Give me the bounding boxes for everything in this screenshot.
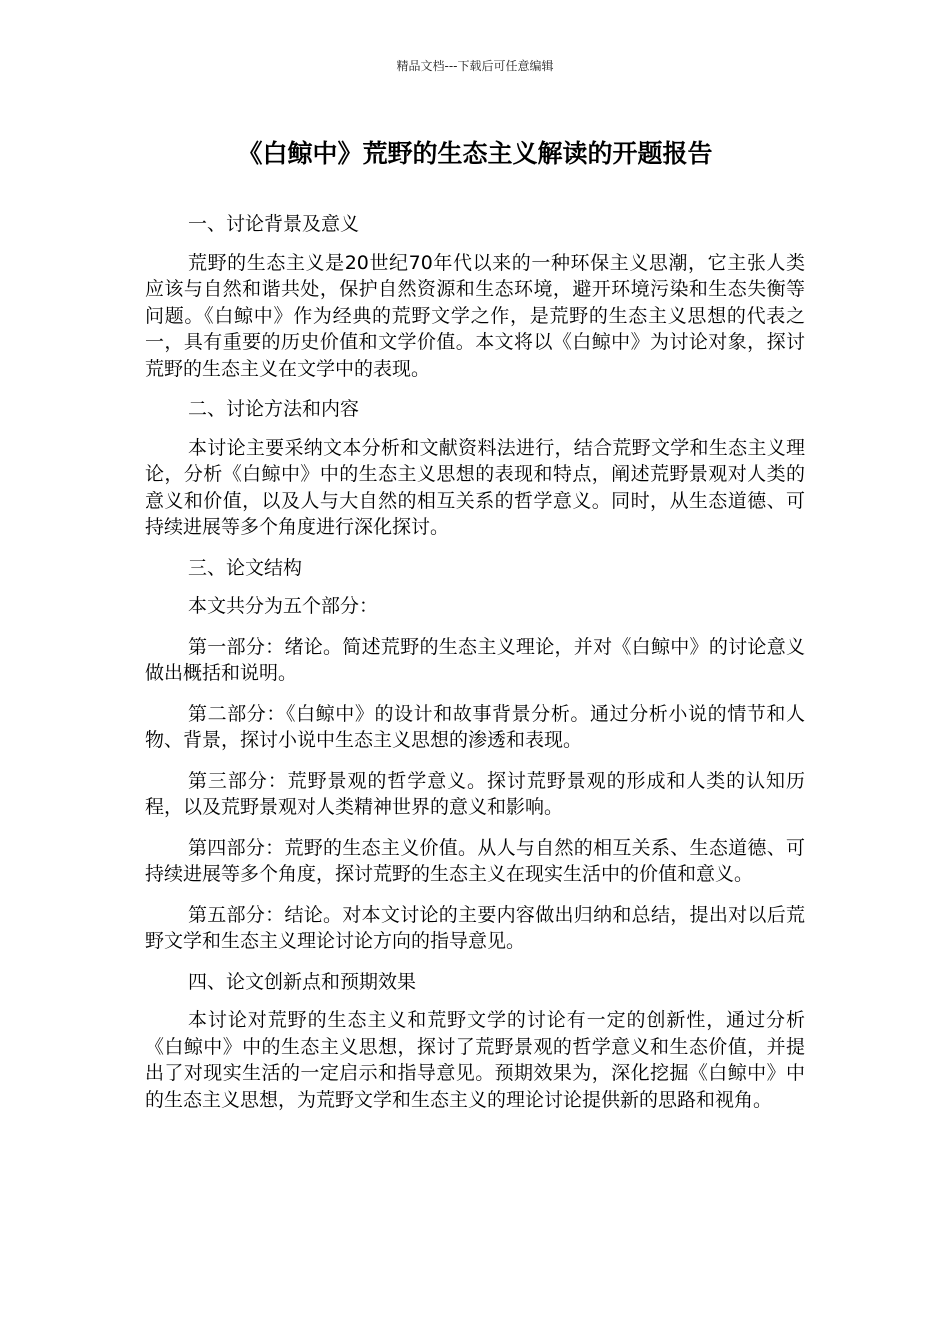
paragraph-innovation: 本讨论对荒野的生态主义和荒野文学的讨论有一定的创新性，通过分析《白鲸中》中的生态主义思想，探讨了荒野景观的哲学意义和生态价值，并提出了对现实生活的一定启示和指导意见。预期效果为，深化挖掘《白鲸中》中的生态主义思想，为荒野文学和生态主义的理论讨论提供新的思路和视角。 [145, 1009, 805, 1111]
paragraph-part-5: 第五部分：结论。对本文讨论的主要内容做出归纳和总结，提出对以后荒野文学和生态主义理论讨论方向的指导意见。 [145, 903, 805, 952]
section-heading-background: 一、讨论背景及意义 [188, 213, 360, 235]
paragraph-part-1: 第一部分：绪论。简述荒野的生态主义理论，并对《白鲸中》的讨论意义做出概括和说明。 [145, 635, 805, 684]
page-header-note: 精品文档---下载后可任意编辑 [396, 59, 554, 73]
paragraph-part-2: 第二部分：《白鲸中》的设计和故事背景分析。通过分析小说的情节和人物、背景，探讨小说中生态主义思想的渗透和表现。 [145, 702, 805, 751]
paragraph-part-3: 第三部分：荒野景观的哲学意义。探讨荒野景观的形成和人类的认知历程，以及荒野景观对人类精神世界的意义和影响。 [145, 769, 805, 818]
document-body [145, 211, 805, 1127]
section-heading-method: 二、讨论方法和内容 [188, 398, 360, 420]
paragraph-part-4: 第四部分：荒野的生态主义价值。从人与自然的相互关系、生态道德、可持续进展等多个角度，探讨荒野的生态主义在现实生活中的价值和意义。 [145, 836, 805, 885]
section-heading-structure: 三、论文结构 [188, 556, 303, 579]
section-heading-innovation: 四、论文创新点和预期效果 [188, 970, 417, 993]
paragraph-method: 本讨论主要采纳文本分析和文献资料法进行，结合荒野文学和生态主义理论，分析《白鲸中》中的生态主义思想的表现和特点，阐述荒野景观对人类的意义和价值，以及人与大自然的相互关系的哲学意义。同时，从生态道德、可持续进展等多个角度进行深化探讨。 [145, 436, 805, 538]
paragraph-background: 荒野的生态主义是20世纪70年代以来的一种环保主义思潮，它主张人类应该与自然和谐共处，保护自然资源和生态环境，避开环境污染和生态失衡等问题。《白鲸中》作为经典的荒野文学之作，是荒野的生态主义思想的代表之一，具有重要的历史价值和文学价值。本文将以《白鲸中》为讨论对象，探讨荒野的生态主义在文学中的表现。 [145, 251, 805, 380]
paragraph-structure-intro: 本文共分为五个部分： [188, 595, 379, 617]
document-title: 《白鲸中》荒野的生态主义解读的开题报告 [237, 139, 713, 168]
